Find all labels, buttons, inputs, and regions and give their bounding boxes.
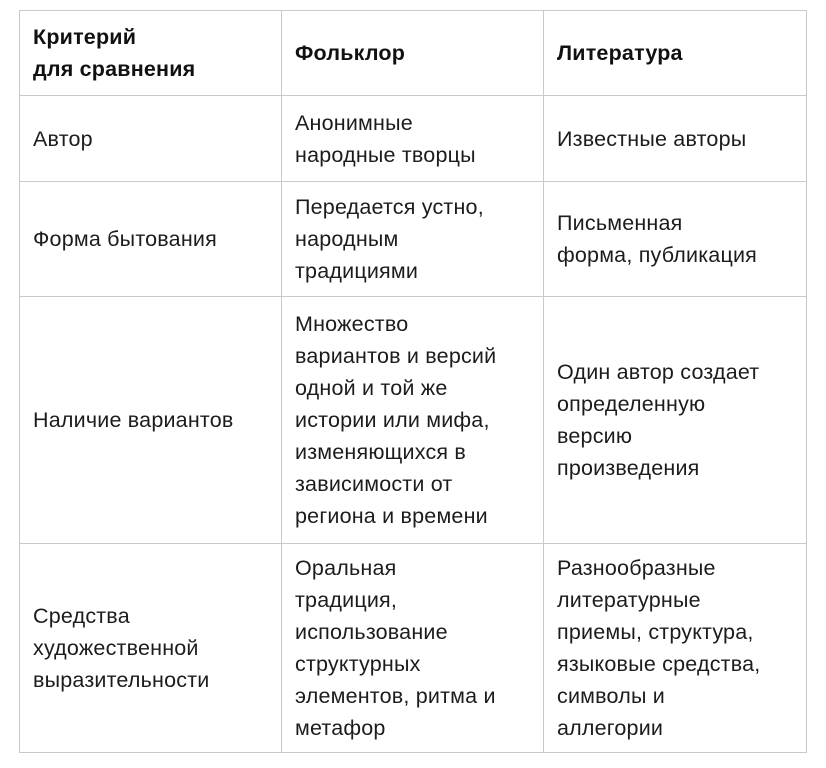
cell-criterion: Автор xyxy=(20,96,282,182)
header-folklore: Фольклор xyxy=(282,11,544,96)
cell-folklore: Анонимные народные творцы xyxy=(282,96,544,182)
cell-folklore: Передается устно, народным традициями xyxy=(282,182,544,297)
header-criterion: Критерий для сравнения xyxy=(20,11,282,96)
cell-literature: Один автор создает определенную версию произведения xyxy=(544,297,807,544)
cell-criterion: Наличие вариантов xyxy=(20,297,282,544)
cell-folklore: Множество вариантов и версий одной и той же истории или мифа, изменяющихся в зависимости от региона и времени xyxy=(282,297,544,544)
table-header-row xyxy=(20,11,807,96)
comparison-table xyxy=(19,10,807,753)
cell-literature: Разнообразные литературные приемы, структура, языковые средства, символы и аллегории xyxy=(544,544,807,753)
comparison-table-container xyxy=(19,10,806,753)
cell-literature: Письменная форма, публикация xyxy=(544,182,807,297)
cell-criterion: Форма бытования xyxy=(20,182,282,297)
cell-literature: Известные авторы xyxy=(544,96,807,182)
table-row xyxy=(20,297,807,544)
table-row xyxy=(20,544,807,753)
cell-folklore: Оральная традиция, использование структурных элементов, ритма и метафор xyxy=(282,544,544,753)
table-row xyxy=(20,96,807,182)
table-row xyxy=(20,182,807,297)
cell-criterion: Средства художественной выразительности xyxy=(20,544,282,753)
header-literature: Литература xyxy=(544,11,807,96)
